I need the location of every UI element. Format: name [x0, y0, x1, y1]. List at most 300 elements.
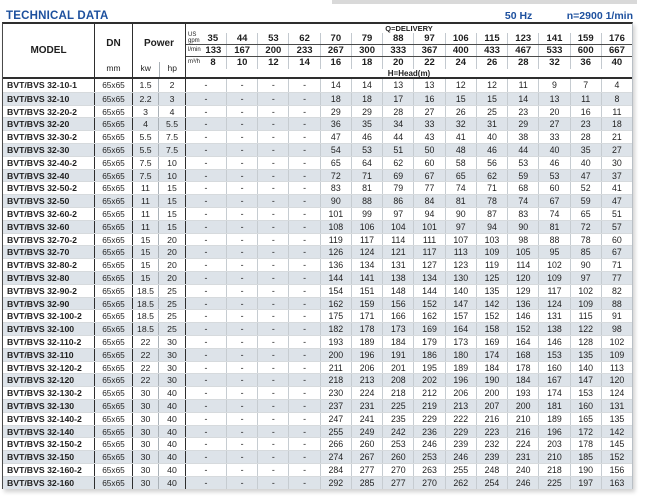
model-cell: BVT/BVS 32-140-2 [3, 413, 95, 425]
head-value-cell: 224 [351, 387, 382, 399]
head-value-cell: 62 [382, 157, 413, 169]
power-kw-cell: 30 [133, 387, 159, 399]
power-kw-cell: 22 [133, 349, 159, 361]
head-value-cell: 97 [570, 272, 601, 284]
table-row [3, 309, 632, 322]
head-value-cell: 67 [413, 170, 444, 182]
head-value-cell: - [257, 246, 288, 258]
head-value-cell: 166 [382, 310, 413, 322]
head-value-cell: 60 [601, 234, 632, 246]
head-value-cell: 134 [413, 272, 444, 284]
head-value-cell: 159 [351, 298, 382, 310]
flow-value: 53 [257, 33, 288, 44]
dn-label: DN [106, 37, 121, 49]
dn-cell: 65x65 [95, 118, 133, 130]
head-value-cell: 223 [476, 426, 507, 438]
head-value-cell: - [204, 311, 208, 322]
head-value-cell: 148 [382, 285, 413, 297]
head-value-cell: - [288, 208, 319, 220]
head-value-cell: 47 [320, 131, 351, 143]
head-value-cell: 260 [382, 451, 413, 463]
head-value-cell: - [288, 272, 319, 284]
head-value-cell: 104 [382, 221, 413, 233]
head-value-cell: 128 [570, 336, 601, 348]
power-kw-cell: 18.5 [133, 285, 159, 297]
dn-cell: 65x65 [95, 400, 133, 412]
head-value-cell: - [226, 144, 257, 156]
model-cell: BVT/BVS 32-40-2 [3, 157, 95, 169]
head-value-cell: 88 [351, 195, 382, 207]
head-value-cell: - [226, 259, 257, 271]
table-row [3, 297, 632, 310]
table-row [3, 386, 632, 399]
head-value-cell: 193 [320, 336, 351, 348]
head-value-cell: 189 [445, 362, 476, 374]
head-value-cell: - [288, 195, 319, 207]
power-kw-cell: 7.5 [133, 157, 159, 169]
head-value-cell: 218 [538, 464, 569, 476]
dn-cell: 65x65 [95, 349, 133, 361]
dn-cell: 65x65 [95, 246, 133, 258]
head-value-cell: 213 [351, 374, 382, 386]
table-row [3, 207, 632, 220]
head-value-cell: 74 [507, 195, 538, 207]
head-value-cell: 255 [320, 426, 351, 438]
head-value-cell: - [204, 196, 208, 207]
head-value-cell: 18 [320, 93, 351, 105]
speed-label: n=2900 1/min [566, 10, 633, 22]
head-value-cell: 168 [507, 349, 538, 361]
flow-row-us-gpm [186, 33, 632, 45]
head-value-cell: 164 [445, 323, 476, 335]
head-value-cell: 48 [445, 144, 476, 156]
power-hp-cell: 20 [159, 246, 186, 258]
head-value-cell: - [257, 106, 288, 118]
dn-cell: 65x65 [95, 272, 133, 284]
head-value-cell: 71 [601, 259, 632, 271]
power-kw-cell: 11 [133, 221, 159, 233]
head-value-cell: 285 [351, 477, 382, 489]
head-value-cell: 14 [507, 93, 538, 105]
head-value-cell: 147 [445, 298, 476, 310]
head-value-cell: - [257, 79, 288, 92]
head-value-cell: 242 [382, 426, 413, 438]
head-value-cell: 147 [570, 374, 601, 386]
flow-value: 200 [257, 45, 288, 56]
head-value-cell: 25 [476, 106, 507, 118]
head-value-cell: 162 [320, 298, 351, 310]
table-row [3, 399, 632, 412]
head-value-cell: - [204, 272, 208, 283]
head-value-cell: 284 [320, 464, 351, 476]
head-value-cell: - [226, 387, 257, 399]
head-value-cell: 29 [320, 106, 351, 118]
power-hp-cell: 30 [159, 349, 186, 361]
flow-value: 22 [413, 57, 444, 69]
head-value-cell: - [226, 170, 257, 182]
head-value-cell: 97 [382, 208, 413, 220]
table-row [3, 258, 632, 271]
head-value-cell: 15 [445, 93, 476, 105]
head-value-cell: 142 [476, 298, 507, 310]
power-unit-hp: hp [167, 63, 177, 73]
head-value-cell: 142 [601, 426, 632, 438]
head-value-cell: - [226, 323, 257, 335]
head-value-cell: 90 [320, 195, 351, 207]
head-value-cell: 46 [351, 131, 382, 143]
power-kw-cell: 18.5 [133, 323, 159, 335]
dn-cell: 65x65 [95, 323, 133, 335]
head-value-cell: 239 [445, 438, 476, 450]
head-value-cell: 40 [538, 144, 569, 156]
head-value-cell: 193 [507, 387, 538, 399]
head-value-cell: - [204, 349, 208, 360]
head-value-cell: 127 [413, 259, 444, 271]
head-value-cell: 98 [601, 323, 632, 335]
head-value-cell: 144 [413, 285, 444, 297]
head-value-cell: 277 [351, 464, 382, 476]
head-value-cell: - [288, 144, 319, 156]
head-value-cell: 207 [476, 400, 507, 412]
head-value-cell: - [257, 195, 288, 207]
head-value-cell: - [204, 119, 208, 130]
head-value-cell: 54 [320, 144, 351, 156]
dn-cell: 65x65 [95, 362, 133, 374]
model-cell: BVT/BVS 32-140 [3, 426, 95, 438]
head-value-cell: 114 [507, 259, 538, 271]
head-value-cell: - [257, 144, 288, 156]
power-kw-cell: 22 [133, 336, 159, 348]
dn-unit-label: mm [106, 63, 121, 73]
flow-value: 123 [507, 33, 538, 44]
head-value-cell: 40 [476, 131, 507, 143]
flow-unit-cell [186, 33, 226, 44]
head-value-cell: 182 [320, 323, 351, 335]
head-value-cell: 124 [601, 387, 632, 399]
head-value-cell: 196 [445, 374, 476, 386]
power-kw-cell: 15 [133, 272, 159, 284]
frequency-label: 50 Hz [504, 10, 533, 22]
table-row [3, 117, 632, 130]
head-value-cell: - [226, 246, 257, 258]
head-value-cell: - [288, 106, 319, 118]
head-value-cell: 225 [538, 477, 569, 489]
head-value-cell: 59 [507, 170, 538, 182]
head-value-cell: - [288, 93, 319, 105]
dn-cell: 65x65 [95, 157, 133, 169]
power-kw-cell: 2.2 [133, 93, 159, 105]
head-value-cell: 90 [445, 208, 476, 220]
dn-cell: 65x65 [95, 438, 133, 450]
head-value-cell: 292 [320, 477, 351, 489]
head-value-cell: 156 [601, 464, 632, 476]
head-value-cell: 105 [507, 246, 538, 258]
technical-data-table [2, 22, 633, 489]
head-value-cell: 13 [413, 79, 444, 92]
flow-value: 267 [320, 45, 351, 56]
power-hp-cell: 40 [159, 438, 186, 450]
head-value-cell: - [226, 298, 257, 310]
head-value-cell: 248 [476, 464, 507, 476]
head-value-cell: 77 [413, 182, 444, 194]
head-value-cell: 225 [382, 400, 413, 412]
dn-cell: 65x65 [95, 170, 133, 182]
power-hp-cell: 20 [159, 234, 186, 246]
dn-cell: 65x65 [95, 387, 133, 399]
flow-value: 367 [413, 45, 444, 56]
head-value-cell: - [204, 324, 208, 335]
flow-value: 88 [382, 33, 413, 44]
head-value-cell: - [226, 349, 257, 361]
flow-value: 300 [351, 45, 382, 56]
head-value-cell: 53 [507, 157, 538, 169]
power-hp-cell: 40 [159, 387, 186, 399]
power-kw-cell: 11 [133, 208, 159, 220]
head-value-cell: 241 [351, 413, 382, 425]
head-value-cell: 135 [476, 285, 507, 297]
head-value-cell: 249 [351, 426, 382, 438]
head-value-cell: - [204, 426, 208, 437]
flow-value: 62 [288, 33, 319, 44]
head-value-cell: 208 [382, 374, 413, 386]
head-value-cell: 59 [570, 195, 601, 207]
head-value-cell: 28 [570, 131, 601, 143]
head-value-cell: 196 [351, 349, 382, 361]
model-cell: BVT/BVS 32-100-2 [3, 310, 95, 322]
column-header-power [133, 24, 186, 77]
head-value-cell: 219 [413, 400, 444, 412]
power-kw-cell: 5.5 [133, 131, 159, 143]
dn-cell: 65x65 [95, 195, 133, 207]
head-value-cell: 81 [445, 195, 476, 207]
flow-value: 233 [288, 45, 319, 56]
head-value-cell: 111 [413, 234, 444, 246]
head-value-cell: - [226, 93, 257, 105]
head-value-cell: 181 [538, 400, 569, 412]
head-value-cell: 236 [413, 426, 444, 438]
head-value-cell: - [288, 464, 319, 476]
flow-value: 333 [382, 45, 413, 56]
flow-value: 667 [601, 45, 632, 56]
table-row [3, 92, 632, 105]
head-value-cell: 184 [476, 362, 507, 374]
head-value-cell: - [226, 221, 257, 233]
head-value-cell: 68 [507, 182, 538, 194]
head-value-cell: - [204, 260, 208, 271]
power-kw-cell: 30 [133, 477, 159, 489]
head-value-cell: 178 [507, 362, 538, 374]
head-value-cell: 47 [570, 170, 601, 182]
head-value-cell: 11 [601, 106, 632, 118]
head-value-cell: - [204, 247, 208, 258]
head-value-cell: 206 [351, 362, 382, 374]
head-value-cell: 102 [570, 285, 601, 297]
head-value-cell: 74 [445, 182, 476, 194]
head-value-cell: - [288, 131, 319, 143]
model-cell: BVT/BVS 32-30-2 [3, 131, 95, 143]
model-cell: BVT/BVS 32-90 [3, 298, 95, 310]
head-value-cell: 64 [351, 157, 382, 169]
head-value-cell: 67 [601, 246, 632, 258]
head-value-cell: - [288, 323, 319, 335]
head-value-cell: 40 [570, 157, 601, 169]
power-hp-cell: 3 [159, 93, 186, 105]
head-value-cell: - [204, 477, 208, 488]
head-value-cell: 107 [445, 234, 476, 246]
head-value-cell: 146 [507, 310, 538, 322]
head-value-cell: 190 [476, 374, 507, 386]
head-value-cell: - [204, 183, 208, 194]
head-value-cell: - [204, 388, 208, 399]
head-value-cell: 21 [601, 131, 632, 143]
power-hp-cell: 40 [159, 464, 186, 476]
model-cell: BVT/BVS 32-150 [3, 451, 95, 463]
head-value-cell: 171 [351, 310, 382, 322]
head-value-cell: 102 [601, 336, 632, 348]
head-value-cell: 44 [382, 131, 413, 143]
power-kw-cell: 18.5 [133, 310, 159, 322]
head-value-cell: 136 [320, 259, 351, 271]
head-value-cell: - [288, 400, 319, 412]
head-value-cell: 175 [320, 310, 351, 322]
head-value-cell: - [204, 298, 208, 309]
head-value-cell: 154 [320, 285, 351, 297]
head-value-cell: 255 [445, 464, 476, 476]
head-value-cell: - [226, 157, 257, 169]
head-value-cell: 216 [507, 426, 538, 438]
head-value-cell: - [288, 438, 319, 450]
table-row [3, 271, 632, 284]
head-value-cell: 67 [538, 195, 569, 207]
flow-value: 8 [210, 57, 216, 68]
head-value-cell: 58 [445, 157, 476, 169]
head-value-cell: - [204, 413, 208, 424]
model-cell: BVT/BVS 32-50 [3, 195, 95, 207]
head-value-cell: 72 [570, 221, 601, 233]
head-value-cell: 186 [413, 349, 444, 361]
head-value-cell: 27 [601, 144, 632, 156]
head-value-cell: - [226, 182, 257, 194]
head-value-cell: 119 [320, 234, 351, 246]
flow-value: 40 [601, 57, 632, 69]
flow-value: 133 [205, 44, 222, 56]
head-value-cell: - [257, 310, 288, 322]
head-value-cell: - [204, 221, 208, 232]
head-value-cell: 83 [507, 208, 538, 220]
model-cell: BVT/BVS 32-120 [3, 374, 95, 386]
head-value-cell: 77 [601, 272, 632, 284]
head-value-cell: 98 [507, 234, 538, 246]
head-value-cell: 124 [538, 298, 569, 310]
head-value-cell: - [257, 387, 288, 399]
head-value-cell: - [226, 79, 257, 92]
head-value-cell: 38 [507, 131, 538, 143]
head-value-cell: 266 [320, 438, 351, 450]
head-value-cell: 135 [570, 349, 601, 361]
power-hp-cell: 15 [159, 221, 186, 233]
table-row [3, 79, 632, 92]
head-value-cell: 17 [382, 93, 413, 105]
head-value-cell: 4 [601, 79, 632, 92]
model-cell: BVT/BVS 32-160-2 [3, 464, 95, 476]
head-value-cell: 262 [445, 477, 476, 489]
head-value-cell: - [226, 426, 257, 438]
head-value-cell: 153 [538, 349, 569, 361]
flow-unit-line: US [188, 32, 197, 38]
power-hp-cell: 40 [159, 426, 186, 438]
head-value-cell: 53 [538, 170, 569, 182]
head-value-cell: 190 [570, 464, 601, 476]
head-value-cell: 200 [476, 387, 507, 399]
power-hp-cell: 25 [159, 298, 186, 310]
model-cell: BVT/BVS 32-110 [3, 349, 95, 361]
power-hp-cell: 10 [159, 157, 186, 169]
head-value-cell: 90 [570, 259, 601, 271]
head-value-cell: - [204, 336, 208, 347]
power-kw-cell: 30 [133, 413, 159, 425]
head-value-cell: 117 [538, 285, 569, 297]
column-header-delivery [186, 24, 632, 77]
head-value-cell: - [226, 413, 257, 425]
head-value-cell: 32 [445, 118, 476, 130]
head-value-cell: 11 [507, 79, 538, 92]
flow-value: 26 [476, 57, 507, 69]
power-hp-cell: 40 [159, 477, 186, 489]
flow-unit-line: m³/h [188, 59, 200, 66]
head-value-cell: 65 [445, 170, 476, 182]
head-value-cell: 29 [351, 106, 382, 118]
power-kw-cell: 11 [133, 182, 159, 194]
head-value-cell: 146 [538, 336, 569, 348]
head-value-cell: 120 [507, 272, 538, 284]
head-value-cell: 97 [445, 221, 476, 233]
head-value-cell: - [204, 157, 208, 168]
head-value-cell: 83 [320, 182, 351, 194]
head-value-cell: - [257, 336, 288, 348]
head-value-cell: 197 [570, 477, 601, 489]
head-value-cell: - [204, 106, 208, 117]
model-cell: BVT/BVS 32-20 [3, 118, 95, 130]
power-kw-cell: 15 [133, 259, 159, 271]
table-header [3, 24, 632, 79]
model-cell: BVT/BVS 32-100 [3, 323, 95, 335]
head-value-cell: 140 [445, 285, 476, 297]
head-value-cell: 36 [320, 118, 351, 130]
power-kw-cell: 18.5 [133, 298, 159, 310]
head-value-cell: 135 [601, 413, 632, 425]
head-value-cell: 189 [351, 336, 382, 348]
model-cell: BVT/BVS 32-120-2 [3, 362, 95, 374]
head-value-cell: 138 [382, 272, 413, 284]
head-value-cell: 33 [538, 131, 569, 143]
table-row [3, 130, 632, 143]
power-kw-cell: 30 [133, 426, 159, 438]
flow-value: 467 [507, 45, 538, 56]
head-value-cell: 267 [351, 451, 382, 463]
head-value-cell: 131 [538, 310, 569, 322]
column-header-model: MODEL [3, 24, 95, 77]
head-value-cell: 91 [601, 310, 632, 322]
head-value-cell: - [226, 208, 257, 220]
table-row [3, 233, 632, 246]
head-value-cell: - [204, 400, 208, 411]
head-value-cell: - [257, 400, 288, 412]
head-value-cell: 237 [320, 400, 351, 412]
head-value-cell: - [288, 79, 319, 92]
head-value-cell: 224 [507, 438, 538, 450]
dn-cell: 65x65 [95, 477, 133, 489]
head-value-cell: 152 [413, 298, 444, 310]
